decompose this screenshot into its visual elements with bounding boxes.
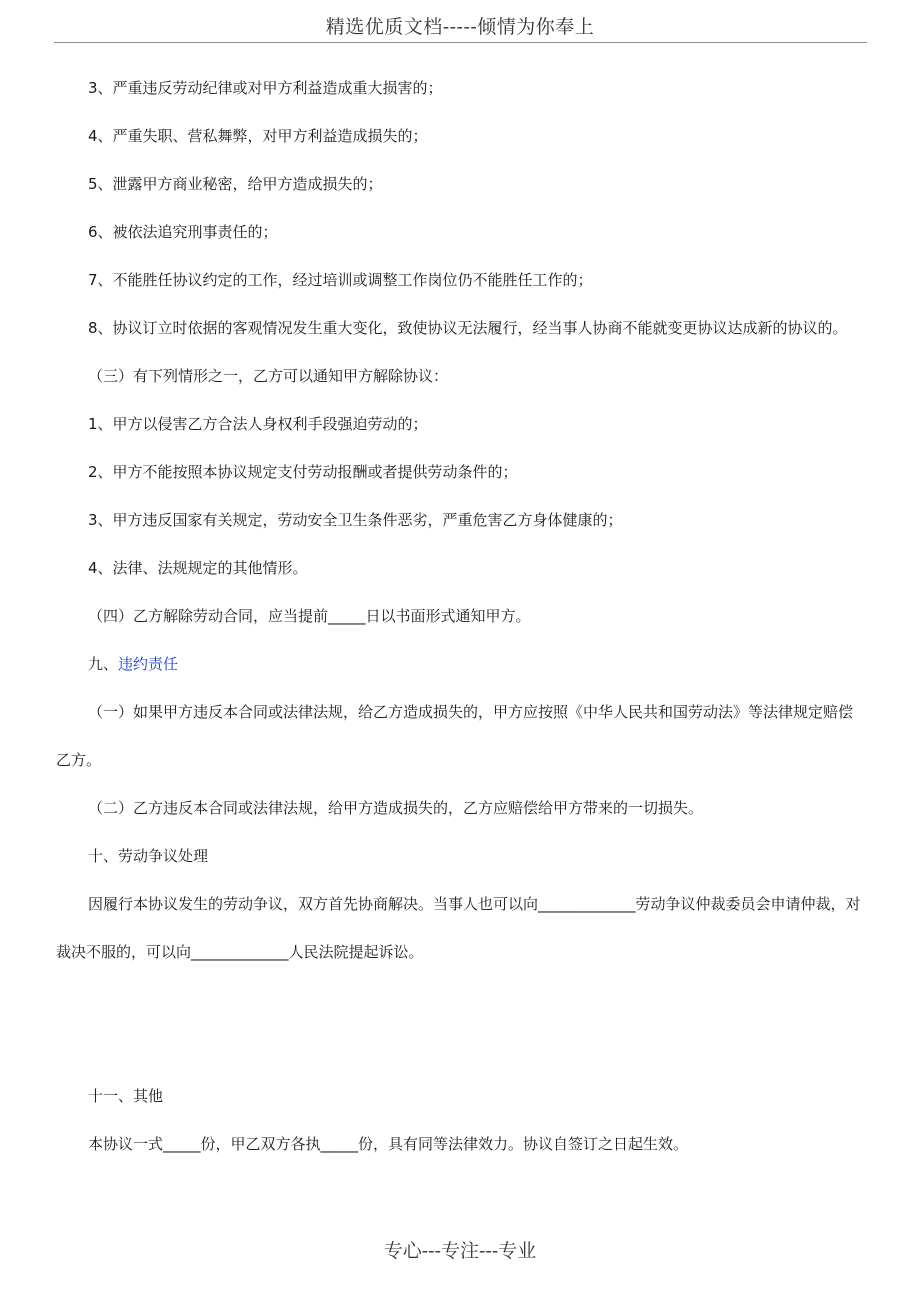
- paragraph: 6、被依法追究刑事责任的；: [88, 223, 278, 241]
- page-footer: 专心---专注---专业: [383, 1240, 537, 1262]
- section-heading: 十、劳动争议处理: [88, 847, 209, 865]
- paragraph: 1、甲方以侵害乙方合法人身权利手段强迫劳动的；: [88, 415, 428, 433]
- section-heading: （三）有下列情形之一，乙方可以通知甲方解除协议：: [88, 367, 449, 385]
- paragraph: 3、甲方违反国家有关规定，劳动安全卫生条件恶劣，严重危害乙方身体健康的；: [88, 511, 623, 529]
- section-number: 九、: [88, 655, 119, 673]
- paragraph: 4、法律、法规规定的其他情形。: [88, 559, 308, 577]
- paragraph: 7、不能胜任协议约定的工作，经过培训或调整工作岗位仍不能胜任工作的；: [88, 271, 593, 289]
- paragraph: 4、严重失职、营私舞弊，对甲方利益造成损失的；: [88, 127, 428, 145]
- paragraph: 本协议一式_____份，甲乙双方各执_____份，具有同等法律效力。协议自签订之日起生效。: [88, 1135, 689, 1153]
- section-heading-liability: [56, 640, 864, 688]
- blank-space: [56, 976, 864, 1072]
- paragraph: 3、严重违反劳动纪律或对甲方利益造成重大损害的；: [88, 79, 443, 97]
- paragraph: 8、协议订立时依据的客观情况发生重大变化，致使协议无法履行，经当事人协商不能就变更协议达成新的协议的。: [88, 319, 848, 337]
- liability-link[interactable]: 违约责任: [118, 655, 179, 673]
- paragraph: 5、泄露甲方商业秘密，给甲方造成损失的；: [88, 175, 383, 193]
- paragraph: （二）乙方违反本合同或法律法规，给甲方造成损失的，乙方应赔偿给甲方带来的一切损失。: [88, 799, 704, 817]
- header-divider: [54, 42, 867, 43]
- document-body: [56, 64, 864, 1168]
- page-header: 精选优质文档-----倾情为你奉上: [325, 16, 595, 38]
- section-heading: 十一、其他: [88, 1087, 164, 1105]
- paragraph: （一）如果甲方违反本合同或法律法规，给乙方造成损失的，甲方应按照《中华人民共和国劳动法》等法律规定赔偿乙方。: [56, 703, 854, 769]
- paragraph: （四）乙方解除劳动合同，应当提前_____日以书面形式通知甲方。: [88, 607, 531, 625]
- paragraph: 2、甲方不能按照本协议规定支付劳动报酬或者提供劳动条件的；: [88, 463, 518, 481]
- paragraph: 因履行本协议发生的劳动争议，双方首先协商解决。当事人也可以向_____________劳动争议仲裁委员会申请仲裁，对裁决不服的，可以向_____________人民法院提起诉讼。: [56, 895, 861, 961]
